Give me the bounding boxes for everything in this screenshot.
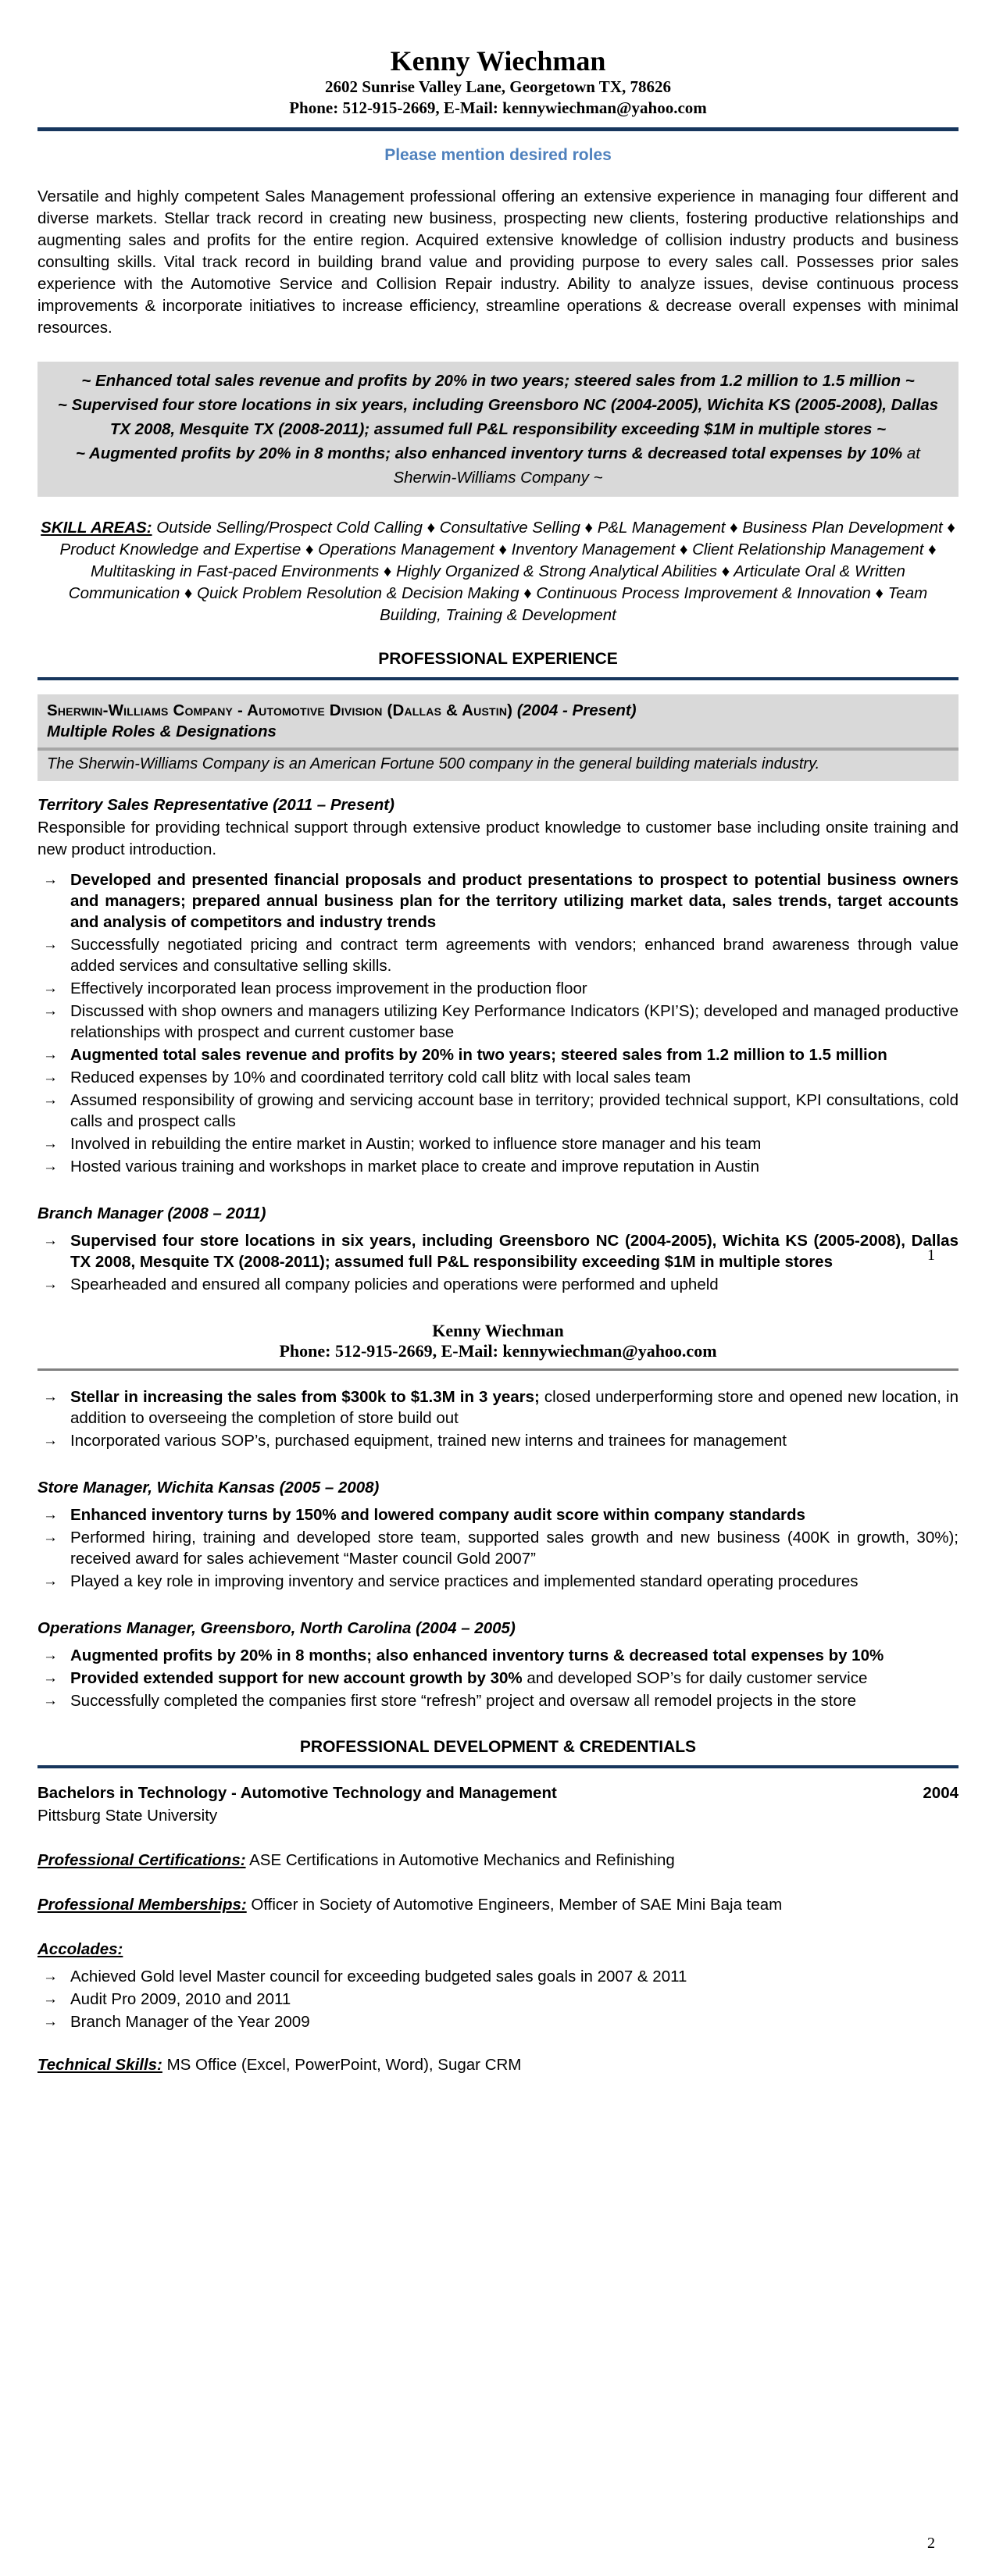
bullet-text: Hosted various training and workshops in market place to create and improve reputation in Austin [70, 1158, 759, 1176]
bullet-item [37, 1527, 959, 1569]
bullet-item [37, 978, 959, 999]
memberships-label: Professional Memberships: [37, 1896, 247, 1914]
bullet-text: Effectively incorporated lean process improvement in the production floor [70, 979, 587, 997]
bullet-item [37, 2011, 959, 2032]
company-name: Sherwin-Williams Company - Automotive Division (Dallas & Austin) [47, 701, 513, 719]
bullet-item [37, 1504, 959, 1525]
company-title-line [47, 700, 949, 721]
role-title-store-manager: Store Manager, Wichita Kansas (2005 – 2008) [37, 1479, 380, 1497]
bullet-item [37, 1668, 959, 1689]
arrow-bullet-icon: → [43, 980, 58, 997]
education-degree: Bachelors in Technology - Automotive Technology and Management [37, 1784, 557, 1802]
arrow-bullet-icon: → [43, 1003, 58, 1019]
bullet-item [37, 1090, 959, 1132]
arrow-bullet-icon: → [43, 1276, 58, 1293]
bullet-text: Stellar in increasing the sales from $300k to $1.3M in 3 years; closed underperforming store and opened new location, in addition to overseeing the completion of store build out [70, 1388, 959, 1427]
page-number-2: 2 [927, 2535, 935, 2552]
arrow-bullet-icon: → [43, 1507, 58, 1523]
company-subtitle: Multiple Roles & Designations [47, 722, 277, 740]
arrow-bullet-icon: → [43, 937, 58, 953]
bullet-text: Involved in rebuilding the entire market in Austin; worked to influence store manager and his team [70, 1135, 762, 1153]
bullet-text: Augmented total sales revenue and profits by 20% in two years; steered sales from 1.2 million to 1.5 million [70, 1046, 887, 1064]
bullet-item [37, 1386, 959, 1429]
bullet-list [37, 1230, 959, 1295]
page-number-1: 1 [927, 1247, 935, 1264]
bullet-text: Discussed with shop owners and managers utilizing Key Performance Indicators (KPI’S); developed and managed productive relationships with prospect and current customer base [70, 1002, 959, 1041]
certifications-line [37, 1850, 959, 1871]
arrow-bullet-icon: → [43, 1573, 58, 1589]
contact-line: Phone: 512-915-2669, E-Mail: kennywiechman@yahoo.com [289, 98, 707, 117]
bullet-text: Reduced expenses by 10% and coordinated territory cold call blitz with local sales team [70, 1069, 691, 1086]
role-title-branch-manager: Branch Manager (2008 – 2011) [37, 1204, 266, 1222]
bullet-item [37, 1133, 959, 1154]
bullet-text: Augmented profits by 20% in 8 months; also enhanced inventory turns & decreased total expenses by 10% [70, 1647, 884, 1664]
bullet-item [37, 1230, 959, 1272]
arrow-bullet-icon: → [43, 1991, 58, 2007]
section-heading-professional-experience: PROFESSIONAL EXPERIENCE [378, 650, 618, 668]
bullet-item [37, 1645, 959, 1666]
bullet-item [37, 1067, 959, 1088]
bullet-text: Provided extended support for new account growth by 30% and developed SOP’s for daily customer service [70, 1669, 868, 1687]
bullet-item [37, 869, 959, 933]
company-description: The Sherwin-Williams Company is an American Fortune 500 company in the general building materials industry. [37, 751, 959, 781]
education-row [37, 1782, 959, 1804]
role-intro: Responsible for providing technical support through extensive product knowledge to customer base including onsite training and new product introduction. [37, 819, 959, 858]
company-header-box [37, 694, 959, 747]
arrow-bullet-icon: → [43, 2014, 58, 2030]
arrow-bullet-icon: → [43, 872, 58, 888]
bullet-item [37, 1430, 959, 1451]
technical-skills-line [37, 2054, 959, 2075]
bullet-list [37, 1386, 959, 1451]
name-heading: Kenny Wiechman [390, 45, 606, 77]
bullet-text: Successfully completed the companies first store “refresh” project and oversaw all remodel projects in the store [70, 1692, 857, 1710]
company-dates: (2004 - Present) [512, 701, 637, 719]
highlight-line: ~ Augmented profits by 20% in 8 months; also enhanced inventory turns & decreased total expenses by 10% at Sherwin-Williams Company ~ [76, 444, 920, 487]
arrow-bullet-icon: → [43, 1647, 58, 1664]
section-rule [37, 677, 959, 680]
bullet-item [37, 1001, 959, 1043]
arrow-bullet-icon: → [43, 1047, 58, 1063]
bullet-list [37, 869, 959, 1177]
highlights-box [37, 362, 959, 497]
education-school: Pittsburg State University [37, 1807, 218, 1825]
arrow-bullet-icon: → [43, 1432, 58, 1449]
header-rule [37, 127, 959, 131]
education-year: 2004 [923, 1784, 959, 1802]
bullet-text: Supervised four store locations in six years, including Greensboro NC (2004-2005), Wichita KS (2005-2008), Dallas TX 2008, Mesquite TX (2008-2011); assumed full P&L responsibility exceeding $1M in multiple stores [70, 1232, 959, 1271]
bullet-item [37, 1571, 959, 1592]
page2-header-rule [37, 1368, 959, 1371]
technical-skills-text: MS Office (Excel, PowerPoint, Word), Sugar CRM [162, 2056, 522, 2074]
bullet-text: Enhanced inventory turns by 150% and lowered company audit score within company standards [70, 1506, 805, 1524]
arrow-bullet-icon: → [43, 1968, 58, 1985]
arrow-bullet-icon: → [43, 1233, 58, 1249]
bullet-text: Spearheaded and ensured all company policies and operations were performed and upheld [70, 1276, 719, 1293]
highlight-line: ~ Enhanced total sales revenue and profits by 20% in two years; steered sales from 1.2 million to 1.5 million ~ [81, 372, 915, 390]
certifications-label: Professional Certifications: [37, 1851, 246, 1869]
page2-name-heading: Kenny Wiechman [432, 1321, 564, 1340]
bullet-text: Audit Pro 2009, 2010 and 2011 [70, 1990, 291, 2008]
technical-skills-label: Technical Skills: [37, 2056, 162, 2074]
page2-contact-line: Phone: 512-915-2669, E-Mail: kennywiechman@yahoo.com [279, 1341, 717, 1361]
certifications-text: ASE Certifications in Automotive Mechanics and Refinishing [245, 1851, 675, 1869]
arrow-bullet-icon: → [43, 1069, 58, 1086]
skills-text: Outside Selling/Prospect Cold Calling ♦ Consultative Selling ♦ P&L Management ♦ Business Plan Development ♦ Product Knowledge and Expertise ♦ Operations Management ♦ Inventory Management ♦ Client Relationship Management ♦ Multitasking in Fast-paced Environments ♦ Highly Organized & Strong Analytical Abilities ♦ Articulate Oral & Written Communication ♦ Quick Problem Resolution & Decision Making ♦ Continuous Process Improvement & Innovation ♦ Team Building, Training & Development [59, 519, 955, 624]
summary-paragraph: Versatile and highly competent Sales Management professional offering an extensive experience in managing four different and diverse markets. Stellar track record in creating new business, prospecting new clients, fostering productive relationships and augmenting sales and profits for the entire region. Acquired extensive knowledge of collision industry products and business consulting skills. Vital track record in building brand value and providing purpose to every sales call. Possesses prior sales experience with the Automotive Service and Collision Repair industry. Ability to analyze issues, devise continuous process improvements & incorporate initiatives to increase efficiency, streamline operations & decrease overall expenses with minimal resources. [37, 187, 959, 337]
bullet-text: Branch Manager of the Year 2009 [70, 2013, 310, 2031]
resume-page-2 [0, 1288, 996, 2576]
role-title-territory-sales-representative: Territory Sales Representative (2011 – Present) [37, 796, 394, 814]
bullet-text: Successfully negotiated pricing and contract term agreements with vendors; enhanced brand awareness through value added services and consultative selling skills. [70, 936, 959, 975]
section-heading-professional-development: PROFESSIONAL DEVELOPMENT & CREDENTIALS [299, 1738, 697, 1756]
bullet-text: Played a key role in improving inventory and service practices and implemented standard operating procedures [70, 1572, 859, 1590]
arrow-bullet-icon: → [43, 1389, 58, 1405]
highlight-line: ~ Supervised four store locations in six years, including Greensboro NC (2004-2005), Wichita KS (2005-2008), Dallas TX 2008, Mesquite TX (2008-2011); assumed full P&L responsibility exceeding $1M in multiple stores ~ [57, 396, 939, 438]
bullet-text: Assumed responsibility of growing and servicing account base in territory; provided technical support, KPI consultations, cold calls and prospect calls [70, 1091, 959, 1130]
arrow-bullet-icon: → [43, 1136, 58, 1152]
arrow-bullet-icon: → [43, 1158, 58, 1175]
bullet-item [37, 1156, 959, 1177]
bullet-item [37, 1044, 959, 1065]
accolades-heading [37, 1939, 959, 1960]
bullet-text: Performed hiring, training and developed store team, supported sales growth and new business (400K in growth, 30%); received award for sales achievement “Master council Gold 2007” [70, 1529, 959, 1568]
bullet-text: Incorporated various SOP’s, purchased equipment, trained new interns and trainees for management [70, 1432, 787, 1450]
memberships-text: Officer in Society of Automotive Engineers, Member of SAE Mini Baja team [246, 1896, 783, 1914]
bullet-item [37, 1690, 959, 1711]
skills-label: SKILL AREAS: [41, 519, 152, 537]
bullet-item [37, 1989, 959, 2010]
section-rule [37, 1765, 959, 1768]
address-line: 2602 Sunrise Valley Lane, Georgetown TX, 78626 [325, 77, 671, 96]
role-title-operations-manager: Operations Manager, Greensboro, North Carolina (2004 – 2005) [37, 1619, 516, 1637]
arrow-bullet-icon: → [43, 1529, 58, 1546]
bullet-list [37, 1966, 959, 2032]
skills-paragraph [37, 517, 959, 626]
arrow-bullet-icon: → [43, 1092, 58, 1108]
bullet-item [37, 934, 959, 976]
memberships-line [37, 1894, 959, 1915]
tagline: Please mention desired roles [384, 146, 612, 164]
arrow-bullet-icon: → [43, 1693, 58, 1709]
arrow-bullet-icon: → [43, 1670, 58, 1686]
bullet-list [37, 1504, 959, 1592]
bullet-item [37, 1966, 959, 1987]
bullet-text: Developed and presented financial proposals and product presentations to prospect to potential business owners and managers; prepared annual business plan for the territory utilizing market data, sales trends, target accounts and analysis of competitors and industry trends [70, 871, 959, 931]
accolades-label: Accolades: [37, 1940, 123, 1958]
bullet-list [37, 1645, 959, 1711]
bullet-text: Achieved Gold level Master council for exceeding budgeted sales goals in 2007 & 2011 [70, 1968, 687, 1986]
